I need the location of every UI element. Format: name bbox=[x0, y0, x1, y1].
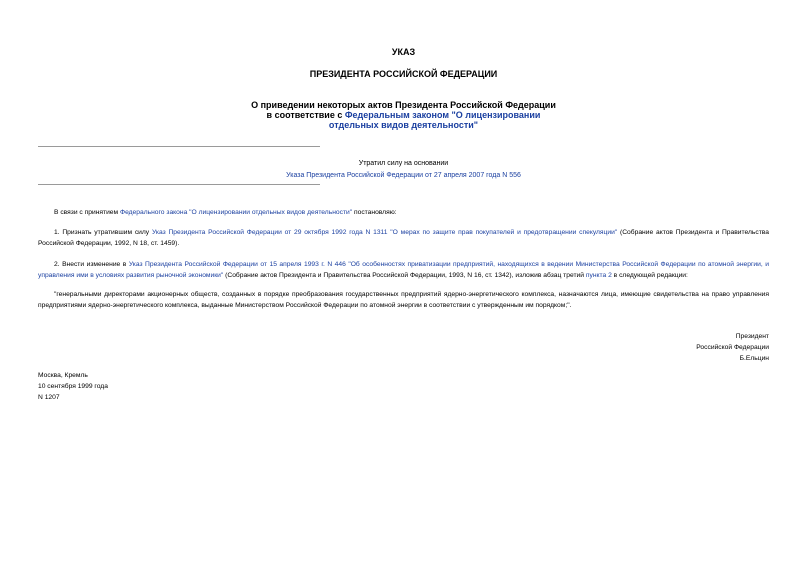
place-date-block bbox=[38, 370, 108, 403]
subject-line-1: О приведении некоторых актов Президента Российской Федерации bbox=[251, 100, 556, 110]
divider-top bbox=[38, 146, 320, 147]
paragraph-2 bbox=[38, 259, 769, 281]
p2-middle: (Собрание актов Президента и Правительства Российской Федерации, 1993, N 16, ст. 1342), изложив абзац третий bbox=[223, 272, 586, 279]
signature-country: Российской Федерации bbox=[696, 344, 769, 351]
doc-number: N 1207 bbox=[38, 394, 60, 401]
decree-1311-link[interactable]: Указ Президента Российской Федерации от 29 октября 1992 года N 1311 "О мерах по защите прав покупателей и предотвращении спекуляции" bbox=[151, 229, 618, 236]
p1-suffix: (Собрание актов Президента и Правительства Российской Федерации, 1992, N 18, ст. 1459). bbox=[38, 229, 769, 247]
doc-subject bbox=[0, 100, 807, 130]
place: Москва, Кремль bbox=[38, 372, 88, 379]
issuer-title: ПРЕЗИДЕНТА РОССИЙСКОЙ ФЕДЕРАЦИИ bbox=[309, 69, 498, 79]
point-2-link[interactable]: пункта 2 bbox=[585, 272, 612, 279]
preamble-suffix: постановляю: bbox=[352, 209, 397, 216]
subject-prefix: в соответствие с bbox=[266, 110, 345, 120]
paragraph-3-quote: "генеральными директорами акционерных обществ, созданных в порядке преобразования государственных предприятий ядерно-энергетического комплекса, назначаются лица, имеющие свидетельства на право управления предприятиями ядерно-энергетического комплекса, выданные Министерством Российской Федерации по атомной энергии в соответствии с утвержденным им порядком;". bbox=[38, 291, 769, 309]
preamble-law-link[interactable]: Федерального закона "О лицензировании отдельных видов деятельности" bbox=[120, 209, 353, 216]
signature-block bbox=[696, 331, 769, 364]
preamble-text: В связи с принятием bbox=[54, 209, 120, 216]
federal-law-link[interactable]: Федеральным законом "О лицензировании bbox=[344, 110, 541, 120]
p2-text: 2. Внести изменение в bbox=[54, 261, 129, 268]
date: 10 сентября 1999 года bbox=[38, 383, 108, 390]
decree-446-link[interactable]: Указ Президента Российской Федерации от 15 апреля 1993 г. N 446 "Об особенностях приватизации предприятий, находящихся в ведении Министерства Российской Федерации по атомной энергии, и управления ими в условиях развития рыночной экономики" bbox=[38, 261, 769, 279]
status-line-1: Утратил силу на основании bbox=[358, 160, 449, 167]
subject-line-2 bbox=[0, 110, 807, 120]
signature-title: Президент bbox=[735, 333, 769, 340]
signature-name: Б.Ельцин bbox=[739, 355, 769, 362]
doc-type-title: УКАЗ bbox=[391, 47, 416, 57]
federal-law-link-cont[interactable]: отдельных видов деятельности" bbox=[328, 120, 479, 130]
status-note bbox=[0, 158, 807, 182]
divider-bottom bbox=[38, 184, 320, 185]
p1-text: 1. Признать утратившим силу bbox=[54, 229, 152, 236]
repeal-decree-link[interactable]: Указа Президента Российской Федерации от 27 апреля 2007 года N 556 bbox=[286, 172, 521, 179]
paragraph-preamble bbox=[38, 207, 769, 218]
subject-line-3 bbox=[0, 120, 807, 130]
p2-suffix: в следующей редакции: bbox=[611, 272, 688, 279]
paragraph-1 bbox=[38, 227, 769, 249]
